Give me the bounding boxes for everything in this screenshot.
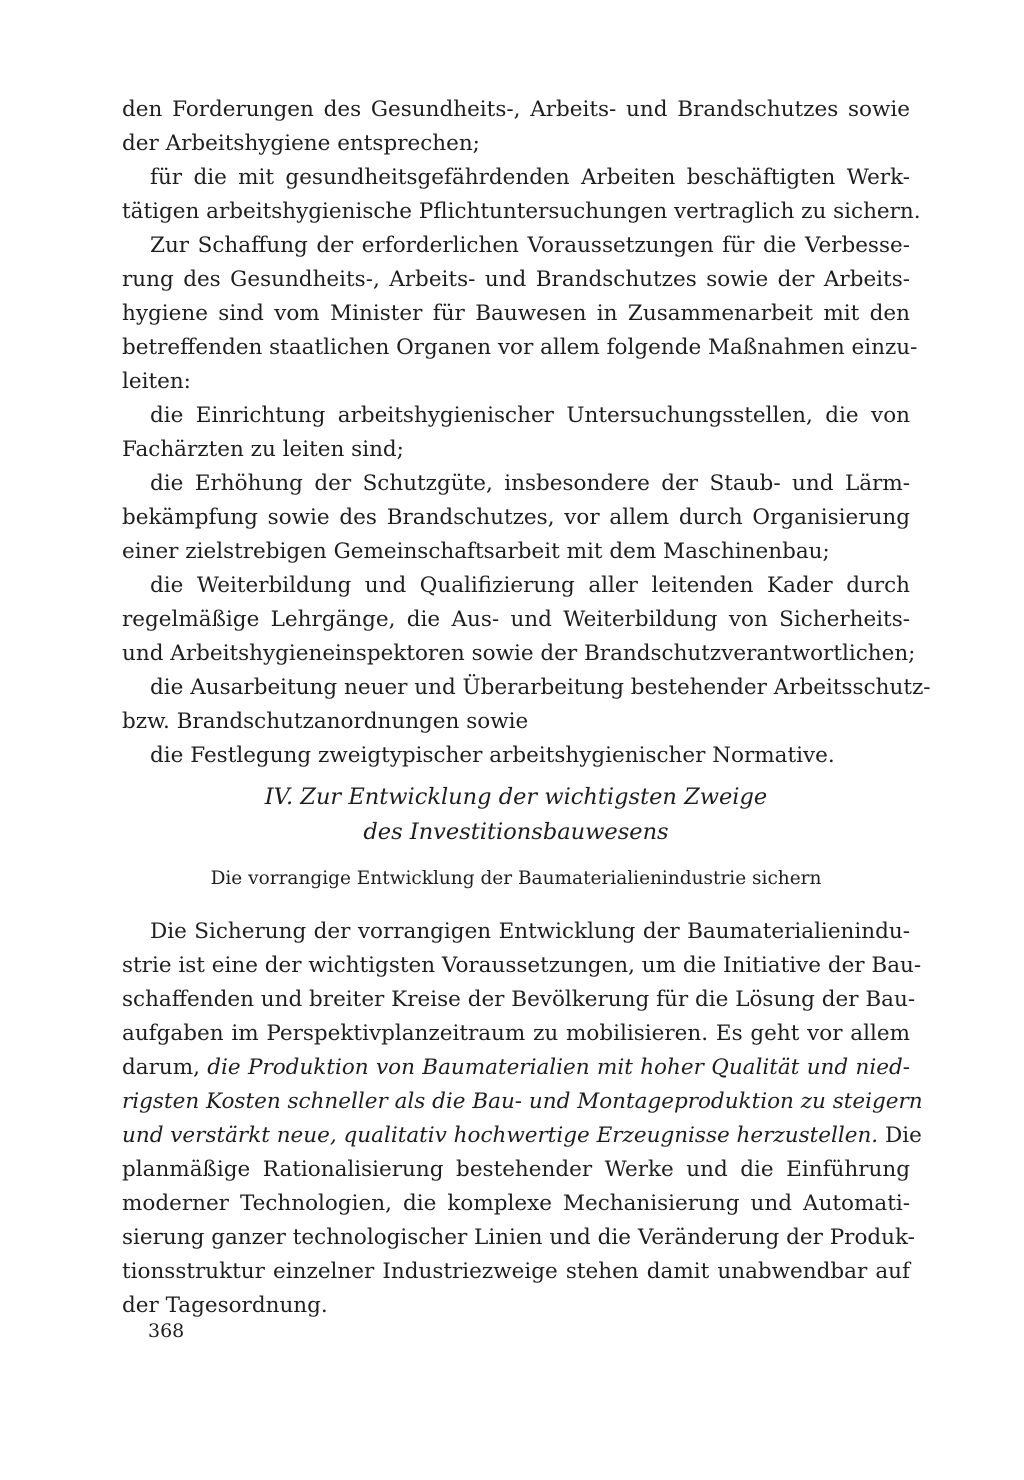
- text-run: darum,: [122, 1055, 208, 1080]
- text-line: Die Sicherung der vorrangigen Entwicklung der Baumaterialienindu-: [150, 919, 910, 944]
- text-line: für die mit gesundheitsgefährdenden Arbeiten beschäftigten Werk-: [150, 165, 910, 190]
- text-line: die Ausarbeitung neuer und Überarbeitung bestehender Arbeitsschutz-: [150, 675, 931, 700]
- section-heading-line-2: des Investitionsbauwesens: [363, 819, 669, 845]
- text-line: und Arbeitshygieneinspektoren sowie der Brandschutzverantwortlichen;: [122, 641, 916, 666]
- text-line: bekämpfung sowie des Brandschutzes, vor allem durch Organisierung: [122, 505, 910, 530]
- text-line: der Arbeitshygiene entsprechen;: [122, 131, 480, 156]
- text-line: sierung ganzer technologischer Linien und die Veränderung der Produk-: [122, 1225, 915, 1250]
- text-line: schaffenden und breiter Kreise der Bevölkerung für die Lösung der Bau-: [122, 987, 916, 1012]
- text-line: den Forderungen des Gesundheits-, Arbeits- und Brandschutzes sowie: [122, 97, 910, 122]
- text-line: [122, 1119, 922, 1153]
- text-line: aufgaben im Perspektivplanzeitraum zu mobilisieren. Es geht vor allem: [122, 1021, 910, 1046]
- text-line: der Tagesordnung.: [122, 1293, 328, 1318]
- text-line: hygiene sind vom Minister für Bauwesen in Zusammenarbeit mit den: [122, 301, 910, 326]
- text-line: strie ist eine der wichtigsten Voraussetzungen, um die Initiative der Bau-: [122, 953, 922, 978]
- text-line: tionsstruktur einzelner Industriezweige stehen damit unabwendbar auf: [122, 1259, 910, 1284]
- subsection-heading: Die vorrangige Entwicklung der Baumaterialienindustrie sichern: [210, 868, 822, 889]
- text-line: planmäßige Rationalisierung bestehender Werke und die Einführung: [122, 1157, 910, 1182]
- text-line: rung des Gesundheits-, Arbeits- und Brandschutzes sowie der Arbeits-: [122, 267, 910, 292]
- text-run: Die: [878, 1123, 922, 1148]
- section-heading-line-1: IV. Zur Entwicklung der wichtigsten Zweige: [264, 784, 768, 810]
- text-line: Zur Schaffung der erforderlichen Voraussetzungen für die Verbesse-: [150, 233, 910, 258]
- text-line: [122, 1051, 910, 1085]
- emphasis-text: die Produktion von Baumaterialien mit hoher Qualität und nied-: [207, 1055, 910, 1080]
- text-line: die Festlegung zweigtypischer arbeitshygienischer Normative.: [150, 743, 835, 768]
- emphasis-text-line: rigsten Kosten schneller als die Bau- und Montageproduktion zu steigern: [122, 1089, 923, 1114]
- text-line: tätigen arbeitshygienische Pflichtuntersuchungen vertraglich zu sichern.: [122, 199, 921, 224]
- text-line: einer zielstrebigen Gemeinschaftsarbeit mit dem Maschinenbau;: [122, 539, 830, 564]
- text-line: die Weiterbildung und Qualifizierung aller leitenden Kader durch: [150, 573, 910, 598]
- emphasis-text: und verstärkt neue, qualitativ hochwertige Erzeugnisse herzustellen.: [122, 1123, 879, 1148]
- text-line: die Einrichtung arbeitshygienischer Untersuchungsstellen, die von: [150, 403, 910, 428]
- text-line: leiten:: [122, 369, 191, 394]
- body-text-block-2: [122, 915, 923, 1323]
- text-line: moderner Technologien, die komplexe Mechanisierung und Automati-: [122, 1191, 910, 1216]
- text-line: betreffenden staatlichen Organen vor allem folgende Maßnahmen einzu-: [122, 335, 918, 360]
- text-line: regelmäßige Lehrgänge, die Aus- und Weiterbildung von Sicherheits-: [122, 607, 910, 632]
- text-line: die Erhöhung der Schutzgüte, insbesondere der Staub- und Lärm-: [150, 471, 910, 496]
- page-number: 368: [148, 1320, 185, 1342]
- text-line: Fachärzten zu leiten sind;: [122, 437, 404, 462]
- text-line: bzw. Brandschutzanordnungen sowie: [122, 709, 529, 734]
- body-text-block-1: [122, 93, 931, 773]
